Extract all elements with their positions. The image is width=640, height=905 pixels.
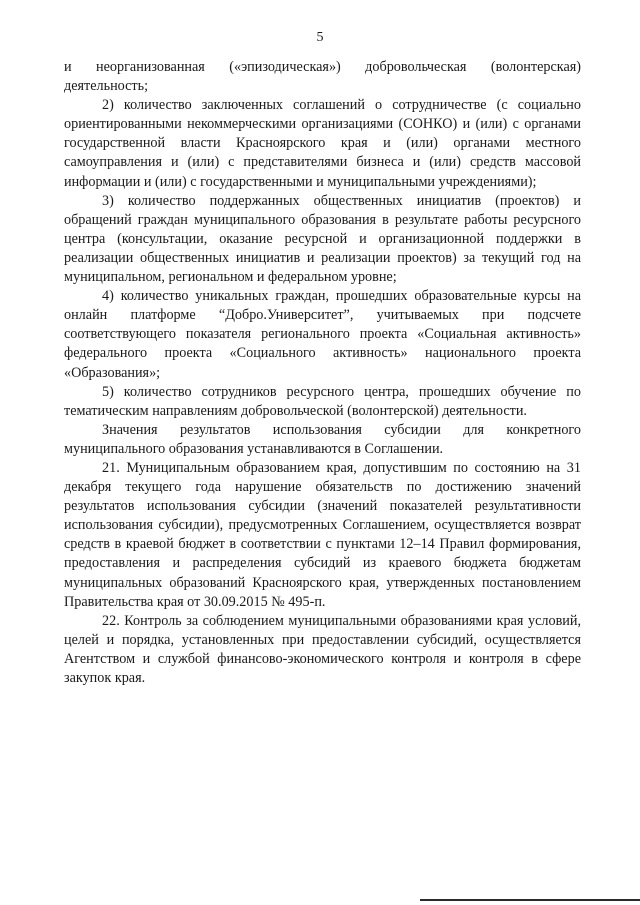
clause-21: 21. Муниципальным образованием края, допустившим по состоянию на 31 декабря текущего года нарушение обязательств по достижению значений результатов использования субсидии (значений показателей результативности использования субсидии), предусмотренных Соглашением, осуществляется возврат средств в краевой бюджет в соответствии с пунктами 12–14 Правил формирования, предоставления и распределения субсидий из краевого бюджета бюджетам муниципальных образований Красноярского края, утвержденных постановлением Правительства края от 30.09.2015 № 495-п. xyxy=(64,459,581,610)
scan-edge-mark xyxy=(420,899,640,901)
document-body xyxy=(64,58,581,688)
paragraph-continuation: и неорганизованная («эпизодическая») добровольческая (волонтерская) деятельность; xyxy=(64,59,581,95)
clause-22: 22. Контроль за соблюдением муниципальными образованиями края условий, целей и порядка, установленных при предоставлении субсидий, осуществляется Агентством и службой финансово-экономического контроля и контроля в сфере закупок края. xyxy=(64,612,581,686)
list-item-5: 5) количество сотрудников ресурсного центра, прошедших обучение по тематическим направлениям добровольческой (волонтерской) деятельности. xyxy=(64,383,581,419)
paragraph-values: Значения результатов использования субсидии для конкретного муниципального образования устанавливаются в Соглашении. xyxy=(64,421,581,457)
list-item-2: 2) количество заключенных соглашений о сотрудничестве (с социально ориентированными некоммерческими организациями (СОНКО) и (или) с органами государственной власти Красноярского края и (или) органами местного самоуправления и (или) с представителями бизнеса и (или) средств массовой информации и (или) с государственными и муниципальными учреждениями); xyxy=(64,97,581,190)
list-item-3: 3) количество поддержанных общественных инициатив (проектов) и обращений граждан муниципального образования в результате работы ресурсного центра (консультации, оказание ресурсной и организационной поддержки в реализации общественных инициатив и реализации проектов) за текущий год на муниципальном, региональном и федеральном уровне; xyxy=(64,192,581,286)
page-number: 5 xyxy=(316,30,324,45)
list-item-4: 4) количество уникальных граждан, прошедших образовательные курсы на онлайн платформе “Добро.Университет”, учитываемых при подсчете соответствующего показателя регионального проекта «Социальная активность» федерального проекта «Социального активность» национального проекта «Образования»; xyxy=(64,288,581,381)
